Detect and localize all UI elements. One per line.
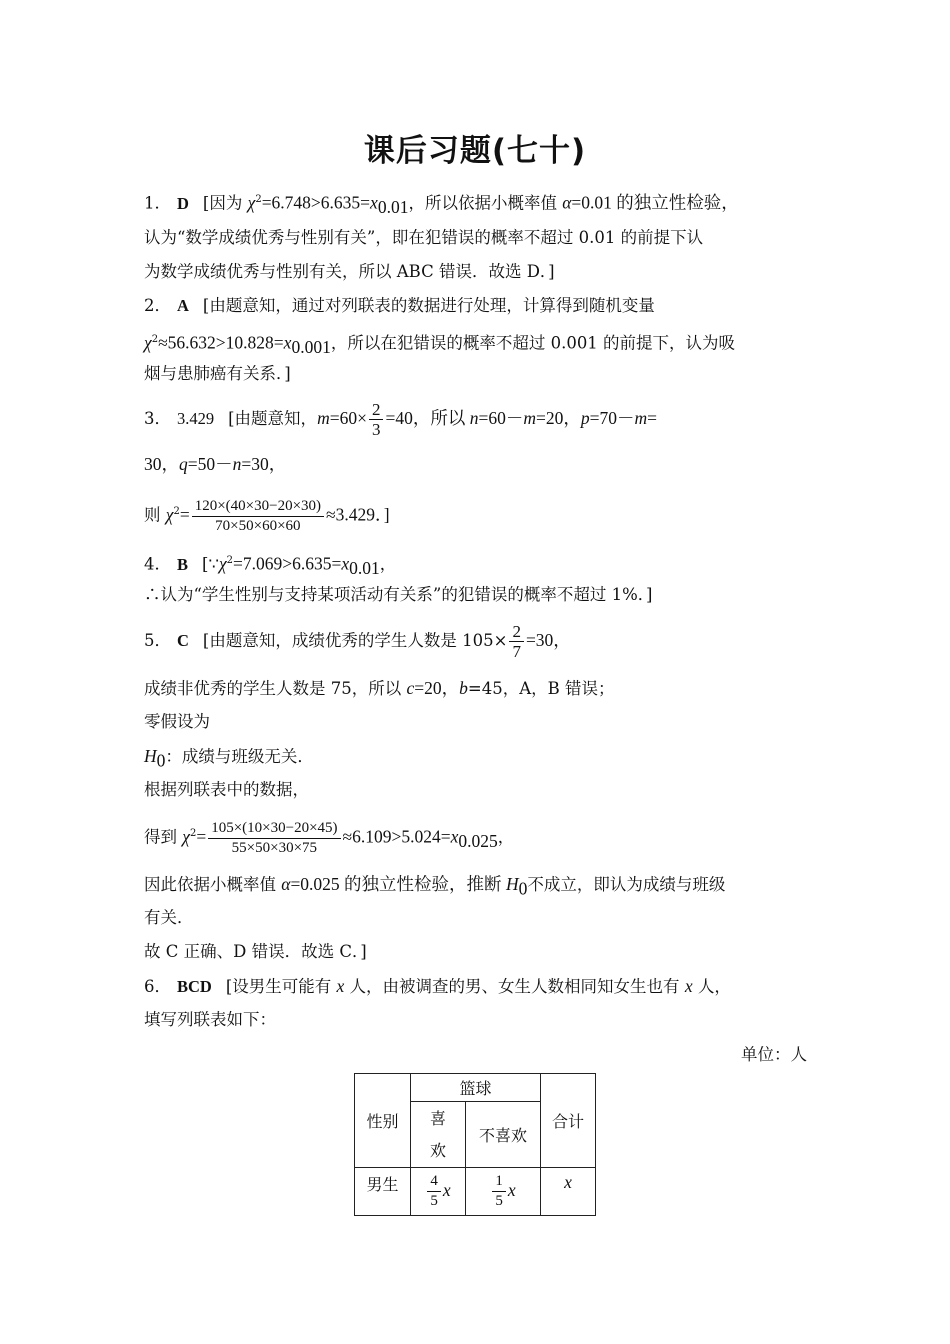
x-symbol: x — [370, 192, 378, 213]
q3-text: =60－ — [478, 408, 524, 428]
fraction-numerator: 120×(40×30−20×30) — [192, 497, 324, 517]
fraction-numerator: 2 — [509, 622, 524, 642]
q2-text: [由题意知，通过对列联表的数据进行处理，计算得到随机变量 — [202, 296, 655, 315]
q3-text: =70－ — [589, 408, 635, 428]
q1-line-2: 认为“数学成绩优秀与性别有关”，即在犯错误的概率不超过 0.01 的前提下认 — [144, 228, 704, 247]
x-subscript: 0.01 — [377, 196, 409, 217]
q5-value: ≈6.109>5.024= — [342, 826, 451, 847]
q6-line-2: 填写列联表如下： — [144, 1010, 276, 1029]
header-dislike: 不喜欢 — [466, 1102, 541, 1168]
fraction-denominator: 7 — [512, 642, 521, 661]
row-label-male: 男生 — [355, 1168, 411, 1216]
q5-text: 成绩非优秀的学生人数是 75，所以 — [144, 679, 407, 698]
q3-text: = — [647, 408, 657, 428]
q6-line-1 — [144, 974, 731, 999]
q5-line-6: 得到 $\chi^2=$ $\frac{105\times(10\times 30-20\times 45)}{55\times 50\times 30\times 75}$ $\approx 6.109>5.024=x_{0.025}$， — [144, 819, 515, 856]
h-subscript: 0 — [156, 750, 166, 771]
q5-line-5: 根据列联表中的数据， — [144, 780, 309, 799]
q4-text: [∵ — [202, 554, 219, 574]
q5-number: 5． — [144, 631, 171, 650]
fraction-numerator: 2 — [369, 400, 384, 420]
header-like-char-2: 欢 — [429, 1140, 446, 1160]
header-total: 合计 — [541, 1074, 596, 1168]
alpha-symbol: α — [562, 192, 572, 213]
n-symbol: n — [232, 454, 242, 474]
q3-text: [由题意知， — [228, 409, 318, 428]
header-basketball: 篮球 — [411, 1074, 541, 1102]
q5-text: =0.025 的独立性检验，推断 — [290, 874, 506, 894]
q3-text: =30， — [241, 454, 287, 474]
q3-text: 30， — [144, 454, 179, 474]
h-symbol: H — [144, 746, 157, 766]
fraction-2-7 — [509, 622, 524, 661]
q-symbol: q — [179, 454, 188, 474]
contingency-table — [354, 1073, 596, 1216]
q3-text: ≈3.429．] — [326, 504, 390, 525]
q1-answer: D — [177, 193, 189, 213]
q5-line-8: 有关． — [144, 908, 194, 927]
q5-text: 因此依据小概率值 — [144, 875, 282, 894]
q5-text: =20， — [414, 678, 460, 698]
q3-answer: 3.429 — [177, 409, 215, 428]
chi-symbol: χ — [247, 192, 256, 213]
q5-text: =30， — [525, 630, 571, 650]
x-subscript: 0.001 — [291, 336, 331, 357]
fraction-numerator: 4 — [427, 1172, 441, 1192]
q2-number: 2． — [144, 296, 171, 315]
x-symbol: x — [283, 332, 292, 353]
q2-text: ，所以在犯错误的概率不超过 0.001 的前提下，认为吸 — [330, 333, 736, 353]
q6-text: 人， — [692, 977, 731, 996]
cell-male-total — [541, 1168, 596, 1216]
x-subscript: 0.01 — [349, 557, 380, 578]
q1-text: [因为 — [202, 193, 248, 213]
m-symbol: m — [523, 408, 536, 428]
q5-line-4 — [144, 744, 314, 772]
fraction-numerator: 1 — [492, 1172, 506, 1192]
q5-text: =45，A，B 错误； — [467, 679, 615, 698]
q3-number: 3． — [144, 409, 171, 428]
x-symbol: x — [684, 976, 693, 996]
fraction-denominator: 3 — [371, 420, 381, 439]
fraction-numerator: 105×(10×30−20×45) — [208, 819, 340, 839]
equals: = — [196, 826, 207, 847]
h-symbol: H — [505, 874, 519, 894]
q5-answer: C — [177, 631, 189, 650]
m-symbol: m — [634, 408, 648, 428]
q5-text: 不成立，即认为成绩与班级 — [527, 875, 726, 894]
cell-male-dislike — [466, 1168, 541, 1216]
q5-text: 得到 — [144, 827, 183, 847]
table-unit-label: 单位：人 — [741, 1045, 807, 1064]
x-symbol: x — [442, 1180, 451, 1200]
q4-line-1: 4． B [$\because\chi^2=7.069>6.635=x_{0.01}$， — [144, 553, 397, 578]
equals: = — [179, 504, 190, 525]
x-symbol: x — [507, 1180, 516, 1200]
q6-text: [设男生可能有 — [225, 977, 337, 996]
q4-text: ， — [379, 554, 397, 574]
q3-text: =40，所以 — [385, 408, 470, 428]
chi-symbol: χ — [182, 826, 190, 847]
q2-line-3: 烟与患肺癌有关系．] — [144, 364, 291, 383]
c-symbol: c — [406, 678, 415, 698]
n-symbol: n — [469, 408, 479, 428]
q3-line-3: 则 $\chi^2=$ $\frac{120\times(40\times 30-20\times 30)}{70\times 50\times 60\times 60}$ ≈3.429．] — [144, 497, 390, 534]
q5-line-1 — [144, 618, 571, 663]
h-subscript: 0 — [518, 878, 528, 899]
q1-line-3: 为数学成绩优秀与性别有关，所以 ABC 错误．故选 D．] — [144, 262, 555, 281]
q3-text: 则 — [144, 505, 166, 525]
fraction-denominator: 5 — [495, 1193, 503, 1209]
b-symbol: b — [459, 678, 468, 698]
q5-text: ：成绩与班级无关． — [165, 747, 314, 766]
header-gender: 性别 — [355, 1074, 411, 1168]
header-like-char-1: 喜 — [429, 1108, 446, 1128]
q6-number: 6． — [144, 977, 171, 996]
fraction-denominator: 70×50×60×60 — [215, 517, 301, 534]
fraction-2-3 — [369, 400, 384, 439]
q6-text: 人，由被调查的男、女生人数相同知女生也有 — [344, 977, 685, 996]
q1-number: 1． — [144, 193, 171, 213]
cell-male-like — [411, 1168, 466, 1216]
q1-value: =6.748>6.635= — [261, 192, 371, 213]
p-symbol: p — [580, 408, 590, 428]
q3-line-1 — [144, 396, 657, 441]
q3-line-2 — [144, 452, 286, 477]
x-symbol: x — [564, 1172, 572, 1192]
fraction-denominator: 55×50×30×75 — [231, 839, 318, 856]
chi-square-fraction — [192, 497, 324, 536]
q5-text: [由题意知，成绩优秀的学生人数是 105× — [202, 631, 508, 650]
q5-line-7 — [144, 872, 725, 900]
q5-line-9: 故 C 正确、D 错误．故选 C．] — [144, 942, 367, 961]
chi-symbol: χ — [144, 332, 152, 353]
q5-line-2 — [144, 676, 615, 701]
alpha-symbol: α — [281, 874, 291, 894]
chi-symbol: χ — [165, 504, 174, 525]
q5-line-3: 零假设为 — [144, 712, 210, 731]
fraction-4-5 — [427, 1172, 441, 1211]
x-subscript: 0.025 — [458, 830, 498, 851]
x-symbol: x — [450, 826, 459, 847]
q4-number: 4． — [144, 554, 171, 574]
q2-answer: A — [177, 296, 189, 315]
q1-line-1: 1． D [因为 $\chi^2=6.748>6.635=x_{0.01}$，所以依据小概率值 α=0.01 的独立性检验， — [144, 192, 739, 217]
q6-answer: BCD — [177, 977, 212, 996]
page-title: 课后习题(七十) — [363, 133, 587, 169]
q4-line-2: ∴认为“学生性别与支持某项活动有关系”的犯错误的概率不超过 1%．] — [144, 585, 653, 604]
q2-value: ≈56.632>10.828= — [158, 332, 284, 353]
q2-line-1 — [144, 294, 655, 318]
x-symbol: x — [336, 976, 345, 996]
fraction-denominator: 5 — [430, 1193, 438, 1209]
header-like — [411, 1102, 466, 1168]
q5-text: ， — [497, 827, 515, 847]
q4-answer: B — [177, 554, 189, 574]
q1-text: =0.01 的独立性检验， — [571, 192, 739, 213]
m-symbol: m — [317, 408, 330, 428]
q4-value: =7.069>6.635= — [233, 553, 342, 574]
fraction-1-5 — [492, 1172, 506, 1211]
chi-symbol: χ — [218, 553, 227, 574]
q3-text: =20， — [535, 408, 581, 428]
q3-text: =50－ — [187, 454, 233, 474]
chi-square-fraction — [208, 819, 340, 858]
q1-text: ，所以依据小概率值 — [408, 193, 563, 213]
x-symbol: x — [341, 553, 350, 574]
q3-text: =60× — [329, 408, 367, 428]
q2-line-2: $\chi^2\approx 56.632>10.828=x_{0.001}$，所以在犯错误的概率不超过 0.001 的前提下，认为吸 — [144, 332, 736, 357]
